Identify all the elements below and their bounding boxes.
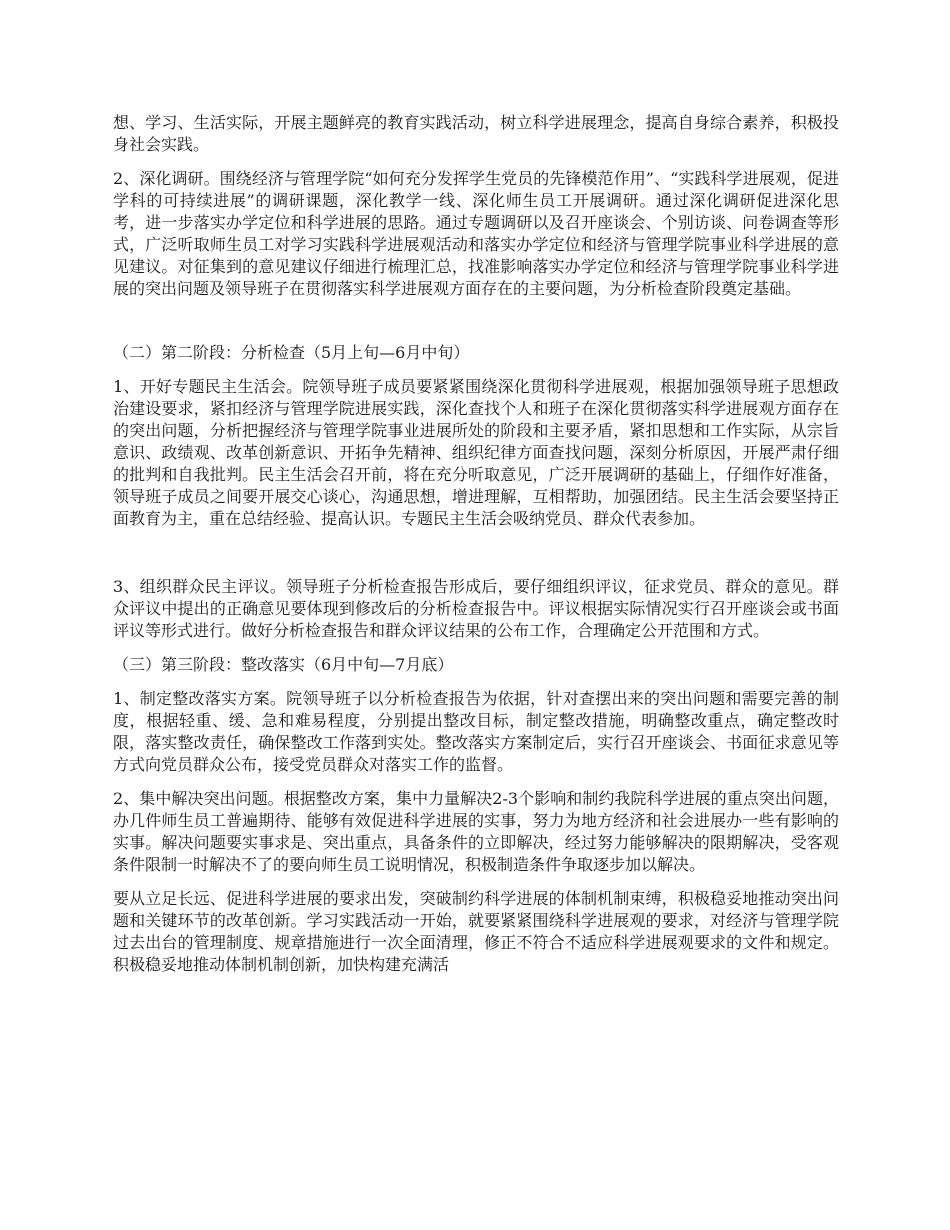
spacer xyxy=(113,312,839,342)
paragraph-intro-continuation: 想、学习、生活实际，开展主题鲜亮的教育实践活动，树立科学进展理念，提高自身综合素养，积极投身社会实践。 xyxy=(113,113,839,154)
document-body xyxy=(113,112,839,988)
section-heading-stage-two: （二）第二阶段：分析检查（5月上旬—6月中旬） xyxy=(113,343,470,362)
paragraph-deepen-research: 2、深化调研。围绕经济与管理学院“如何充分发挥学生党员的先锋模范作用”、“实践科学进展观，促进学科的可持续进展”的调研课题，深化教学一线、深化师生员工开展调研。通过深化调研促进深化思考，进一步落实办学定位和科学进展的思路。通过专题调研以及召开座谈会、个别访谈、问卷调查等形式，广泛听取师生员工对学习实践科学进展观活动和落实办学定位和经济与管理学院事业科学进展的意见建议。对征集到的意见建议仔细进行梳理汇总，找准影响落实办学定位和经济与管理学院事业科学进展的突出问题及领导班子在贯彻落实科学进展观方面存在的主要问题，为分析检查阶段奠定基础。 xyxy=(113,169,839,298)
paragraph-long-term-reform: 要从立足长远、促进科学进展的要求出发，突破制约科学进展的体制机制束缚，积极稳妥地推动突出问题和关键环节的改革创新。学习实践活动一开始，就要紧紧围绕科学进展观的要求，对经济与管理学院过去出台的管理制度、规章措施进行一次全面清理，修正不符合不适应科学进展观要求的文件和规定。积极稳妥地推动体制机制创新，加快构建充满活 xyxy=(113,889,839,974)
paragraph-democratic-life-meeting: 1、开好专题民主生活会。院领导班子成员要紧紧围绕深化贯彻科学进展观，根据加强领导班子思想政治建设要求，紧扣经济与管理学院进展实践，深化查找个人和班子在深化贯彻落实科学进展观方面存在的突出问题，分析把握经济与管理学院事业进展所处的阶段和主要矛盾，紧扣思想和工作实际，从宗旨意识、政绩观、改革创新意识、开拓争先精神、组织纪律方面查找问题，深刻分析原因，开展严肃仔细的批判和自我批判。民主生活会召开前，将在充分听取意见，广泛开展调研的基础上，仔细作好准备，领导班子成员之间要开展交心谈心，沟通思想，增进理解，互相帮助，加强团结。民主生活会要坚持正面教育为主，重在总结经验、提高认识。专题民主生活会吸纳党员、群众代表参加。 xyxy=(113,377,839,528)
paragraph-solve-problems: 2、集中解决突出问题。根据整改方案，集中力量解决2-3个影响和制约我院科学进展的重点突出问题，办几件师生员工普遍期待、能够有效促进科学进展的实事，努力为地方经济和社会进展办一些有影响的实事。解决问题要实事求是、突出重点，具备条件的立即解决，经过努力能够解决的限期解决，受客观条件限制一时解决不了的要向师生员工说明情况，积极制造条件争取逐步加以解决。 xyxy=(113,789,839,874)
paragraph-rectification-plan: 1、制定整改落实方案。院领导班子以分析检查报告为依据，针对查摆出来的突出问题和需要完善的制度，根据轻重、缓、急和难易程度，分别提出整改目标，制定整改措施，明确整改重点，确定整改时限，落实整改责任，确保整改工作落到实处。整改落实方案制定后，实行召开座谈会、书面征求意见等方式向党员群众公布，接受党员群众对落实工作的监督。 xyxy=(113,689,839,774)
section-heading-stage-three: （三）第三阶段：整改落实（6月中旬—7月底） xyxy=(113,655,454,674)
paragraph-mass-evaluation: 3、组织群众民主评议。领导班子分析检查报告形成后，要仔细组织评议，征求党员、群众的意见。群众评议中提出的正确意见要体现到修改后的分析检查报告中。评议根据实际情况实行召开座谈会或书面评议等形式进行。做好分析检查报告和群众评议结果的公布工作，合理确定公开范围和方式。 xyxy=(113,577,839,640)
spacer xyxy=(113,542,839,576)
